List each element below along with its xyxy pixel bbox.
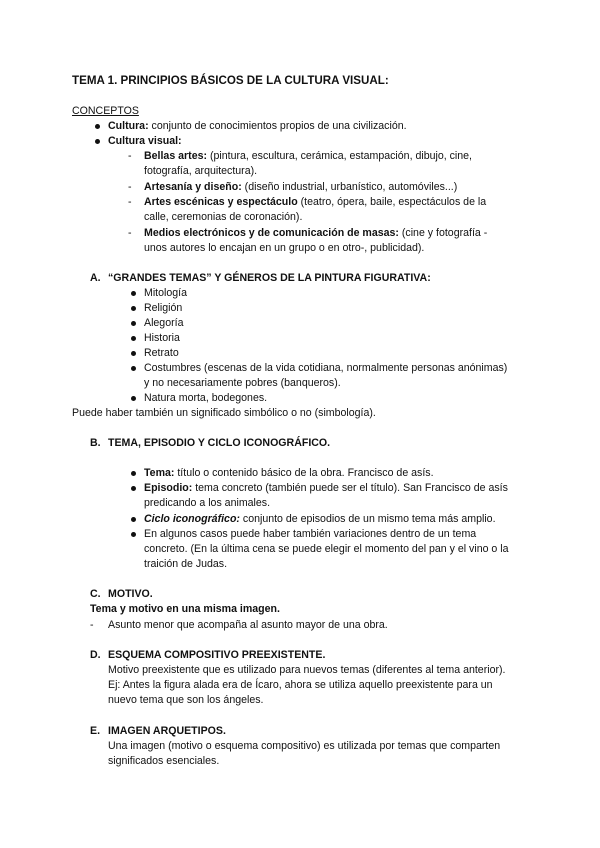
sub-item-continuation: unos autores lo encajan en un grupo o en otro-, publicidad). — [144, 242, 425, 254]
bullet-icon — [95, 139, 100, 144]
dash-marker: - — [128, 150, 132, 162]
section-d-letter: D. — [90, 649, 101, 661]
sub-item-bellas-artes: Bellas artes: (pintura, escultura, cerámica, estampación, dibujo, cine, — [144, 150, 472, 162]
bullet-icon — [131, 396, 136, 401]
section-e-letter: E. — [90, 725, 101, 737]
bullet-icon — [131, 366, 136, 371]
list-item: Religión — [144, 302, 183, 314]
list-item: Natura morta, bodegones. — [144, 392, 268, 404]
bullet-icon — [131, 517, 136, 522]
section-c-dash-item: Asunto menor que acompaña al asunto mayor de una obra. — [108, 619, 388, 631]
section-e-text: significados esenciales. — [108, 755, 220, 767]
list-item-episodio: Episodio: tema concreto (también puede ser el título). San Francisco de asís — [144, 482, 508, 494]
sub-item-continuation: fotografía, arquitectura). — [144, 165, 258, 177]
list-item: Mitología — [144, 287, 187, 299]
list-item-cultura-visual: Cultura visual: — [108, 135, 182, 147]
bullet-icon — [131, 471, 136, 476]
section-d-text: Ej: Antes la figura alada era de Ícaro, ahora se utiliza aquello preexistente para un — [108, 679, 493, 691]
section-d-heading: ESQUEMA COMPOSITIVO PREEXISTENTE. — [108, 649, 326, 661]
bullet-icon — [131, 336, 136, 341]
list-item-variaciones: En algunos casos puede haber también variaciones dentro de un tema — [144, 528, 477, 540]
list-item: Retrato — [144, 347, 179, 359]
list-item: Alegoría — [144, 317, 184, 329]
list-item-continuation: concreto. (En la última cena se puede elegir el momento del pan y el vino o la — [144, 543, 509, 555]
section-e-text: Una imagen (motivo o esquema compositivo) es utilizada por temas que comparten — [108, 740, 501, 752]
bullet-icon — [131, 351, 136, 356]
sub-item-artesania: Artesanía y diseño: (diseño industrial, urbanístico, automóviles...) — [144, 181, 458, 193]
bullet-icon — [131, 291, 136, 296]
section-c-subheading: Tema y motivo en una misma imagen. — [90, 603, 280, 615]
list-item-tema: Tema: título o contenido básico de la obra. Francisco de asís. — [144, 467, 434, 479]
list-item-continuation: y no necesariamente pobres (banqueros). — [144, 377, 341, 389]
dash-marker: - — [128, 181, 132, 193]
bullet-icon — [131, 306, 136, 311]
section-d-text: Motivo preexistente que es utilizado para nuevos temas (diferentes al tema anterior). — [108, 664, 506, 676]
list-item-cultura: Cultura: conjunto de conocimientos propios de una civilización. — [108, 120, 407, 132]
list-item-continuation: traición de Judas. — [144, 558, 228, 570]
bullet-icon — [131, 321, 136, 326]
list-item: Costumbres (escenas de la vida cotidiana, normalmente personas anónimas) — [144, 362, 508, 374]
section-c-heading: MOTIVO. — [108, 588, 153, 600]
list-item-ciclo: Ciclo iconográfico: conjunto de episodios de un mismo tema más amplio. — [144, 513, 496, 525]
section-c-letter: C. — [90, 588, 101, 600]
dash-marker: - — [90, 619, 94, 631]
section-a-letter: A. — [90, 272, 101, 284]
bullet-icon — [131, 532, 136, 537]
dash-marker: - — [128, 227, 132, 239]
sub-item-continuation: calle, ceremonias de coronación). — [144, 211, 303, 223]
sub-item-artes-escenicas: Artes escénicas y espectáculo (teatro, ópera, baile, espectáculos de la — [144, 196, 487, 208]
section-b-letter: B. — [90, 437, 101, 449]
list-item: Historia — [144, 332, 180, 344]
dash-marker: - — [128, 196, 132, 208]
section-d-text: nuevo tema que son los ángeles. — [108, 694, 264, 706]
section-b-heading: TEMA, EPISODIO Y CICLO ICONOGRÁFICO. — [108, 437, 331, 449]
sub-item-medios: Medios electrónicos y de comunicación de masas: (cine y fotografía - — [144, 227, 488, 239]
bullet-icon — [131, 486, 136, 491]
section-a-heading: “GRANDES TEMAS” Y GÉNEROS DE LA PINTURA FIGURATIVA: — [108, 272, 431, 284]
page-title: TEMA 1. PRINCIPIOS BÁSICOS DE LA CULTURA VISUAL: — [72, 74, 389, 87]
bullet-icon — [95, 124, 100, 129]
conceptos-heading: CONCEPTOS — [72, 105, 139, 117]
section-e-heading: IMAGEN ARQUETIPOS. — [108, 725, 226, 737]
section-a-note: Puede haber también un significado simbólico o no (simbología). — [72, 407, 376, 419]
list-item-continuation: predicando a los animales. — [144, 497, 271, 509]
